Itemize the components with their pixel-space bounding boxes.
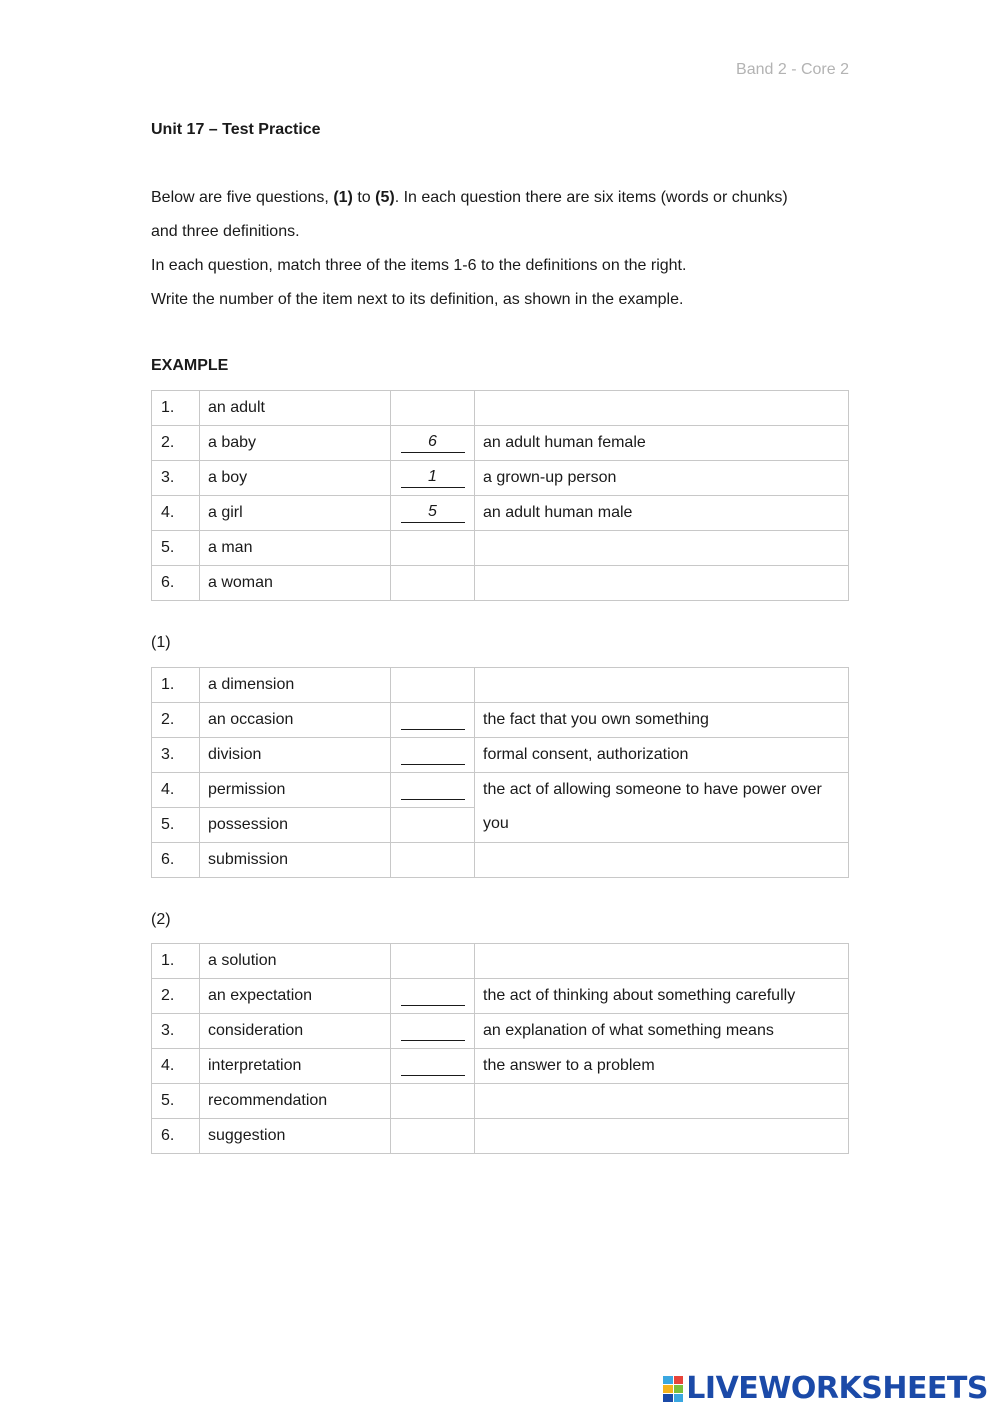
answer-blank-input[interactable] <box>401 709 465 730</box>
question-2-label: (2) <box>151 911 171 928</box>
table-row: 2. a baby 6 an adult human female <box>152 426 849 461</box>
table-row: 4. interpretation the answer to a problem <box>152 1049 849 1084</box>
example-table <box>151 390 849 601</box>
liveworksheets-logo-icon <box>663 1376 683 1402</box>
instructions-line-3: In each question, match three of the items 1-6 to the definitions on the right. <box>151 257 687 274</box>
example-answer: 5 <box>401 502 465 523</box>
answer-blank-input[interactable] <box>401 1055 465 1076</box>
table-row: 1. an adult <box>152 391 849 426</box>
answer-blank-input[interactable] <box>401 744 465 765</box>
table-row: 4. a girl 5 an adult human male <box>152 496 849 531</box>
table-row: 6. suggestion <box>152 1119 849 1154</box>
table-row: 2. an expectation the act of thinking about something carefully <box>152 979 849 1014</box>
question-2-table <box>151 943 849 1154</box>
question-1-label: (1) <box>151 634 171 651</box>
table-row: 2. an occasion the fact that you own something <box>152 703 849 738</box>
table-row: 5. a man <box>152 531 849 566</box>
instructions-line-1: Below are five questions, (1) to (5). In each question there are six items (words or chunks) <box>151 189 788 206</box>
example-label: EXAMPLE <box>151 357 229 374</box>
table-row: 5. possession <box>152 808 849 843</box>
table-row: 1. a solution <box>152 944 849 979</box>
example-answer: 6 <box>401 432 465 453</box>
instructions <box>151 181 851 317</box>
answer-blank-input[interactable] <box>401 779 465 800</box>
example-answer: 1 <box>401 467 465 488</box>
table-row: 1. a dimension <box>152 668 849 703</box>
table-row: 5. recommendation <box>152 1084 849 1119</box>
liveworksheets-brand: LIVEWORKSHEETS <box>686 1371 988 1406</box>
instructions-line-4: Write the number of the item next to its definition, as shown in the example. <box>151 291 684 308</box>
table-row: 4. permission the act of allowing someone to have power over you <box>152 773 849 808</box>
table-row: 3. consideration an explanation of what something means <box>152 1014 849 1049</box>
table-row: 3. division formal consent, authorization <box>152 738 849 773</box>
answer-blank-input[interactable] <box>401 985 465 1006</box>
question-1-table <box>151 667 849 878</box>
page-title: Unit 17 – Test Practice <box>151 121 321 138</box>
table-row: 6. a woman <box>152 566 849 601</box>
header-band-label: Band 2 - Core 2 <box>736 61 849 78</box>
liveworksheets-logo[interactable] <box>663 1371 988 1406</box>
table-row: 3. a boy 1 a grown-up person <box>152 461 849 496</box>
answer-blank-input[interactable] <box>401 1020 465 1041</box>
table-row: 6. submission <box>152 843 849 878</box>
instructions-line-2: and three definitions. <box>151 223 300 240</box>
